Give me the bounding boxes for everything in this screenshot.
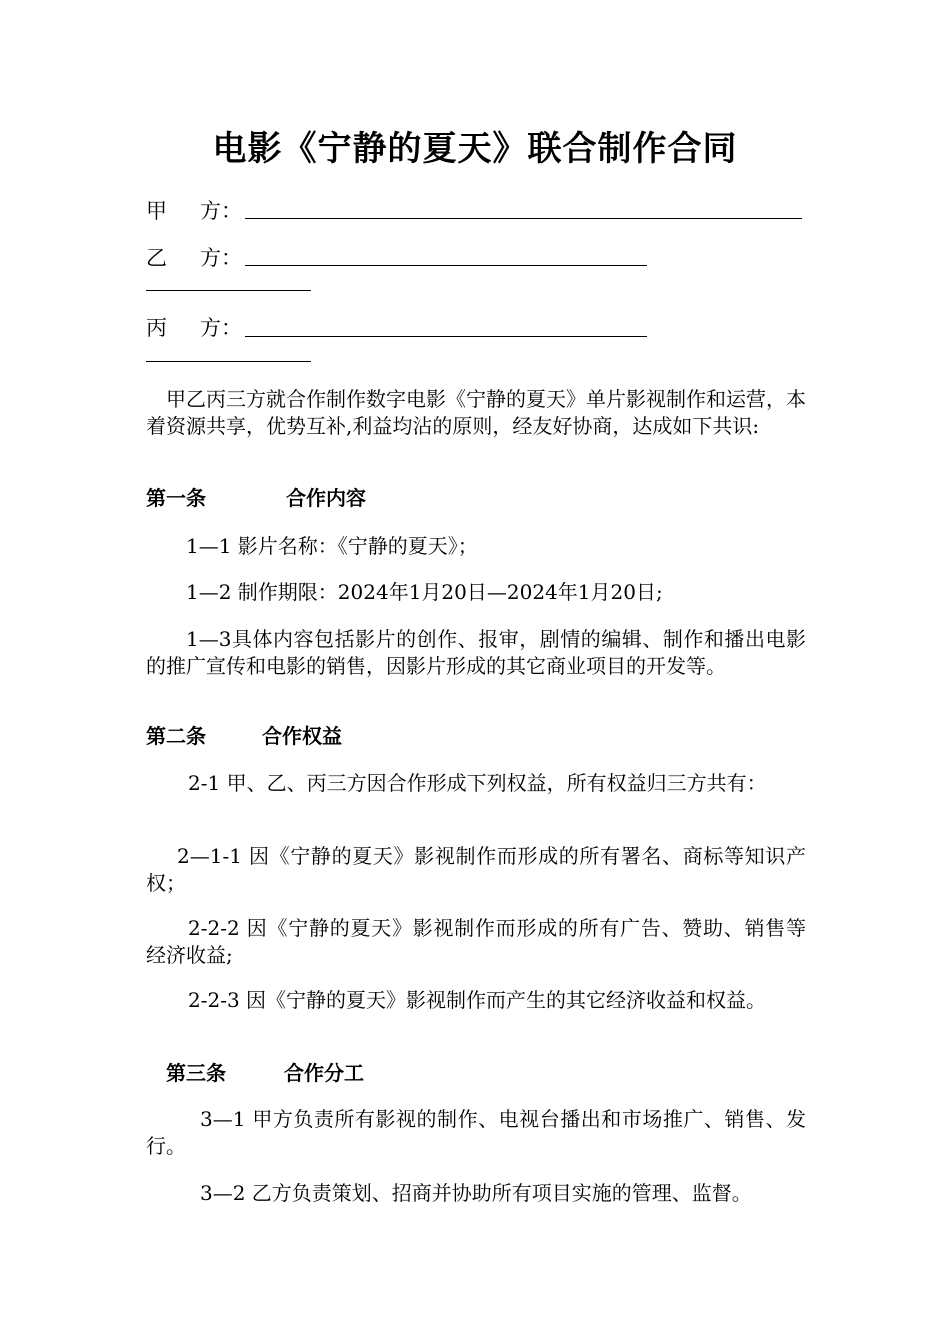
party-b-blank-line [245, 265, 647, 266]
intro-paragraph: 甲乙丙三方就合作制作数字电影《宁静的夏天》单片影视制作和运营，本着资源共享，优势互补,利益均沾的原则，经友好协商，达成如下共识: [146, 387, 806, 438]
clause-2-2-2: 2-2-2 因《宁静的夏天》影视制作而形成的所有广告、赞助、销售等经济收益; [146, 916, 806, 967]
document-title: 电影《宁静的夏天》联合制作合同 [212, 129, 738, 169]
party-c-blank-line-continued [146, 361, 311, 362]
article-3-number: 第三条 [166, 1061, 226, 1085]
clause-3-2: 3—2 乙方负责策划、招商并协助所有项目实施的管理、监督。 [200, 1181, 752, 1205]
party-c-blank-line [245, 336, 647, 337]
clause-2-2-3: 2-2-3 因《宁静的夏天》影视制作而产生的其它经济收益和权益。 [188, 988, 767, 1012]
party-a-blank-line [245, 218, 802, 219]
party-b-char: 乙 [146, 246, 167, 270]
party-b-blank-line-continued [146, 290, 311, 291]
article-2-title: 合作权益 [262, 724, 342, 748]
article-2-number: 第二条 [146, 724, 206, 748]
clause-1-3: 1—3具体内容包括影片的创作、报审，剧情的编辑、制作和播出电影的推广宣传和电影的销售，因影片形成的其它商业项目的开发等。 [146, 627, 806, 678]
party-a-label [146, 197, 242, 225]
article-3-heading [166, 1060, 364, 1087]
party-b-label [146, 244, 242, 272]
party-c-suffix: 方： [200, 316, 242, 340]
party-c-char: 丙 [146, 316, 167, 340]
party-a-char: 甲 [146, 199, 167, 223]
clause-2-1-1: 2—1-1 因《宁静的夏天》影视制作而形成的所有署名、商标等知识产权； [146, 844, 806, 895]
article-2-heading [146, 723, 342, 750]
article-1-number: 第一条 [146, 486, 206, 510]
clause-1-1: 1—1 影片名称：《宁静的夏天》； [186, 534, 478, 558]
article-1-title: 合作内容 [286, 486, 366, 510]
party-a-suffix: 方： [200, 199, 242, 223]
clause-1-2: 1—2 制作期限：2024年1月20日—2024年1月20日; [186, 580, 663, 604]
article-1-heading [146, 485, 366, 512]
party-c-label [146, 314, 242, 342]
clause-2-1: 2-1 甲、乙、丙三方因合作形成下列权益，所有权益归三方共有： [188, 771, 767, 795]
clause-3-1: 3—1 甲方负责所有影视的制作、电视台播出和市场推广、销售、发行。 [146, 1107, 806, 1158]
party-b-suffix: 方： [200, 246, 242, 270]
article-3-title: 合作分工 [284, 1061, 364, 1085]
